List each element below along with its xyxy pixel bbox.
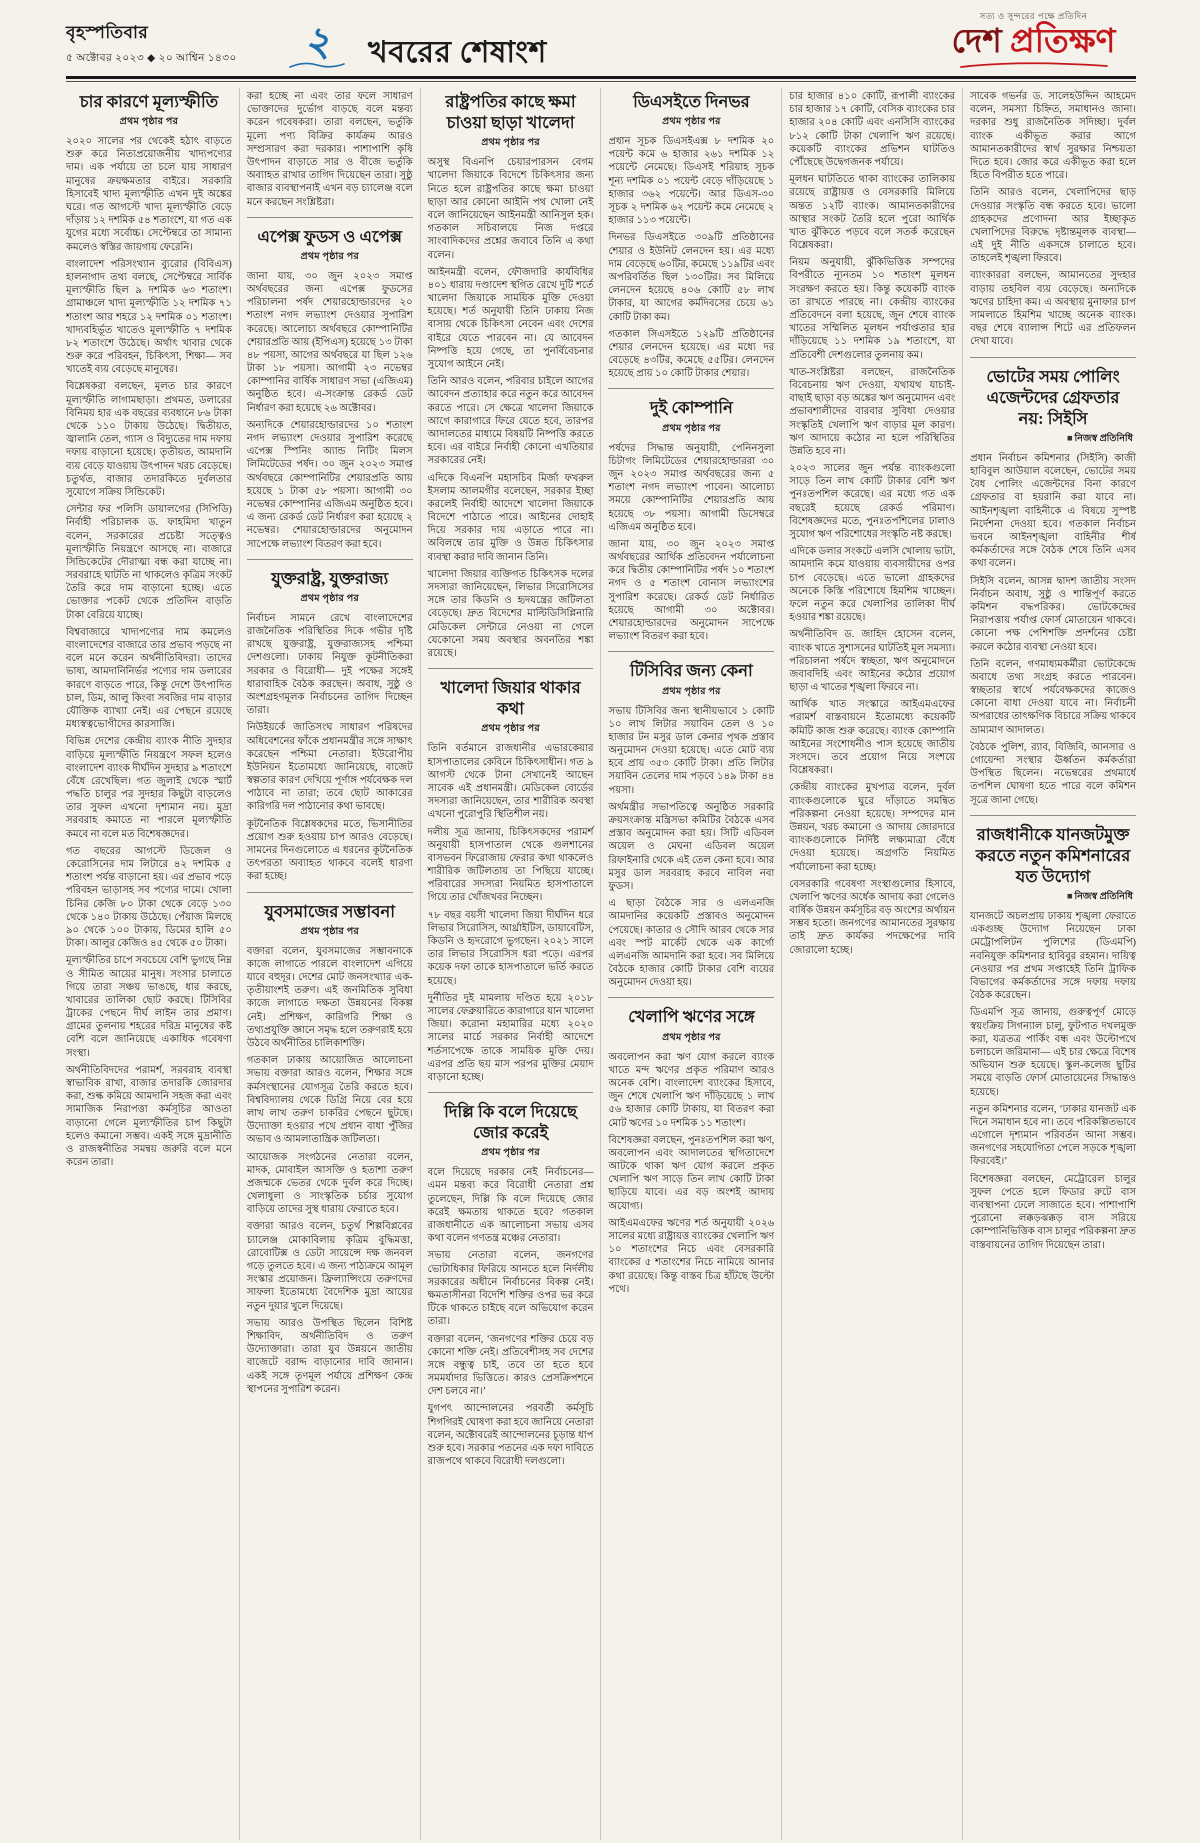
continued-from-label: প্রথম পৃষ্ঠার পর <box>481 1148 540 1159</box>
body-paragraph: গতকাল ঢাকায় আয়োজিত আলোচনা সভায় বক্তারা আরও বলেন, শিক্ষার সঙ্গে কর্মসংস্থানের যোগসূত্র তৈরি করতে হবে। বিশ্ববিদ্যালয় থেকে ডিগ্রি নিয়ে বের হয়ে লাখ লাখ তরুণ চাকরির পেছনে ছুটছে। উদ্যোক্তা হওয়ার পথে প্রধান বাধা পুঁজির অভাব ও আমলাতান্ত্রিক জটিলতা। <box>246 1055 413 1146</box>
body-paragraph: এ ছাড়া বৈঠকে সার ও এলএনজি আমদানির কয়েকটি প্রস্তাবও অনুমোদন পেয়েছে। কাতার ও সৌদি আরব থেকে সার এবং স্পট মার্কেট থেকে এক কার্গো এলএনজি আমদানি করা হবে। সব মিলিয়ে বৈঠকে হাজার কোটি টাকার বেশি ব্যয়ের অনুমোদন দেওয়া হয়। <box>608 898 775 989</box>
body-paragraph: দুর্নীতির দুই মামলায় দণ্ডিত হয়ে ২০১৮ সালের ফেব্রুয়ারিতে কারাগারে যান খালেদা জিয়া। করোনা মহামারির মধ্যে ২০২০ সালের মার্চে সরকার নির্বাহী আদেশে শর্তসাপেক্ষে তাকে সাময়িক মুক্তি দেয়। এরপর প্রতি ছয় মাস পরপর মুক্তির মেয়াদ বাড়ানো হচ্ছে। <box>427 992 594 1083</box>
body-paragraph: সেন্টার ফর পলিসি ডায়ালগের (সিপিডি) নির্বাহী পরিচালক ড. ফাহমিদা খাতুন বলেন, সরকারের প্রচেষ্টা সত্ত্বেও মূল্যস্ফীতি নিয়ন্ত্রণে আসছে না। বাজারে সিন্ডিকেটের দৌরাত্ম্য বন্ধ করা যাচ্ছে না। সরবরাহে ঘাটতি না থাকলেও কৃত্রিম সংকট তৈরি করে দাম বাড়ানো হচ্ছে। এতে ভোক্তার পকেট থেকে প্রতিদিন বাড়তি টাকা বেরিয়ে যাচ্ছে। <box>66 504 232 621</box>
body-paragraph: জানা যায়, ৩০ জুন ২০২৩ সমাপ্ত অর্থবছরের আর্থিক প্রতিবেদন পর্যালোচনা করে দ্বিতীয় কোম্পানিটির পর্ষদ ১০ শতাংশ নগদ ও ৫ শতাংশ বোনাস লভ্যাংশের সুপারিশ করেছে। রেকর্ড ডেট নির্ধারিত হয়েছে আগামী ৩০ অক্টোবর। শেয়ারহোল্ডারদের অনুমোদন সাপেক্ষে লভ্যাংশ বিতরণ করা হবে। <box>608 538 775 643</box>
body-paragraph: বলে দিয়েছে দরকার নেই নির্বাচনের— এমন মন্তব্য করে বিরোধী নেতারা প্রশ্ন তুলেছেন, দিল্লি কি বলে দিয়েছে জোর করেই ক্ষমতায় থাকতে হবে? গতকাল রাজধানীতে এক আলোচনা সভায় এসব কথা বলেন গণতন্ত্র মঞ্চের নেতারা। <box>427 1167 594 1245</box>
article <box>608 651 774 989</box>
body-paragraph: অন্যদিকে শেয়ারহোল্ডারদের ১০ শতাংশ নগদ লভ্যাংশ দেওয়ার সুপারিশ করেছে এপেক্স স্পিনিং অ্যান্ড নিটিং মিলস লিমিটেডের পর্ষদ। ৩০ জুন ২০২৩ সমাপ্ত অর্থবছরে কোম্পানিটির শেয়ারপ্রতি আয় হয়েছে ১ টাকা ৫৮ পয়সা। আগামী ৩০ নভেম্বর কোম্পানির এজিএম অনুষ্ঠিত হবে। এ জন্য রেকর্ড ডেট নির্ধারণ করা হয়েছে ২ নভেম্বর। শেয়ারহোল্ডারদের অনুমোদন সাপেক্ষে লভ্যাংশ বিতরণ করা হবে। <box>246 419 413 550</box>
body-paragraph: আর্থিক খাত সংস্কারে আইএমএফের পরামর্শ বাস্তবায়নে ইতোমধ্যে কয়েকটি কমিটি কাজ শুরু করেছে। ব্যাংক কোম্পানি আইনের সংশোধনীও পাস হয়েছে জাতীয় সংসদে। তবে প্রয়োগ নিয়ে সংশয়ে বিশ্লেষকরা। <box>789 699 956 777</box>
article <box>428 1092 594 1468</box>
body-paragraph: বেসরকারি গবেষণা সংস্থাগুলোর হিসাবে, খেলাপি ঋণের অর্ধেক আদায় করা গেলেও বার্ষিক উন্নয়ন কর্মসূচির বড় অংশের অর্থায়ন সম্ভব হতো। জনগণের আমানতের সুরক্ষায় তাই দ্রুত কার্যকর পদক্ষেপের দাবি জোরালো হচ্ছে। <box>789 878 956 956</box>
body-paragraph: খালেদা জিয়ার ব্যক্তিগত চিকিৎসক দলের সদস্যরা জানিয়েছেন, লিভার সিরোসিসের সঙ্গে তার কিডনি ও হৃদযন্ত্রের জটিলতা বেড়েছে। দ্রুত বিদেশের মাল্টিডিসিপ্লিনারি মেডিকেল সেন্টারে নেওয়া না গেলে যেকোনো সময় অবস্থার অবনতির শঙ্কা রয়েছে। <box>427 568 594 659</box>
body-paragraph: খাত-সংশ্লিষ্টরা বলছেন, রাজনৈতিক বিবেচনায় ঋণ দেওয়া, যথাযথ যাচাই-বাছাই ছাড়া বড় অঙ্কের ঋণ অনুমোদন এবং প্রভাবশালীদের বারবার সুবিধা দেওয়ার সংস্কৃতিই খেলাপি ঋণ বাড়ার মূল কারণ। ঋণ আদায়ে কঠোর না হলে পরিস্থিতির উন্নতি হবে না। <box>789 366 956 457</box>
body-paragraph: এদিকে বিএনপি মহাসচিব মির্জা ফখরুল ইসলাম আলমগীর বলেছেন, সরকার ইচ্ছা করলেই নির্বাহী আদেশে খালেদা জিয়াকে বিদেশে পাঠাতে পারে। আইনের দোহাই দিয়ে সরকার দায় এড়াতে পারে না। অবিলম্বে তার মুক্তি ও উন্নত চিকিৎসার ব্যবস্থা করার দাবি জানান তিনি। <box>427 472 594 563</box>
body-paragraph: জানা যায়, ৩০ জুন ২০২৩ সমাপ্ত অর্থবছরের জন্য এপেক্স ফুডসের পরিচালনা পর্ষদ শেয়ারহোল্ডারদের ২০ শতাংশ নগদ লভ্যাংশ দেওয়ার সুপারিশ করেছে। আলোচ্য অর্থবছরে কোম্পানিটির শেয়ারপ্রতি আয় (ইপিএস) হয়েছে ১৩ টাকা ৪৮ পয়সা, আগের অর্থবছরে যা ছিল ১২৬ টাকা ১৮ পয়সা। আগামী ২৩ নভেম্বর কোম্পানির বার্ষিক সাধারণ সভা (এজিএম) অনুষ্ঠিত হবে। এ-সংক্রান্ত রেকর্ড ডেট নির্ধারণ করা হয়েছে ২৬ অক্টোবর। <box>246 270 413 414</box>
article-headline: টিসিবির জন্য কেনা <box>629 661 753 681</box>
body-paragraph: অসুস্থ বিএনপি চেয়ারপারসন বেগম খালেদা জিয়াকে বিদেশে চিকিৎসার জন্য নিতে হলে রাষ্ট্রপতির কাছে ক্ষমা চাওয়া ছাড়া আর কোনো আইনি পথ খোলা নেই বলে জানিয়েছেন আইনমন্ত্রী আনিসুল হক। গতকাল সচিবালয়ে নিজ দপ্তরে সাংবাদিকদের প্রশ্নের জবাবে তিনি এ কথা বলেন। <box>427 157 594 261</box>
article-headline: এপেক্স ফুডস ও এপেক্স <box>257 226 403 246</box>
body-paragraph: ডিএমপি সূত্র জানায়, গুরুত্বপূর্ণ মোড়ে স্বয়ংক্রিয় সিগন্যাল চালু, ফুটপাত দখলমুক্ত করা, যত্রতত্র পার্কিং বন্ধ এবং উল্টোপথে চলাচলে জরিমানা— এই চার ক্ষেত্রে বিশেষ অভিযান শুরু হয়েছে। স্কুল-কলেজ ছুটির সময়ে বাড়তি ফোর্স মোতায়েনের সিদ্ধান্তও হয়েছে। <box>970 1007 1136 1098</box>
news-column-1 <box>66 88 239 1840</box>
body-paragraph: দিনভর ডিএসইতে ৩০৯টি প্রতিষ্ঠানের শেয়ার ও ইউনিট লেনদেন হয়। এর মধ্যে দাম বেড়েছে ৬০টির, কমেছে ১১৯টির এবং অপরিবর্তিত ছিল ১৩০টির। সব মিলিয়ে লেনদেন হয়েছে ৪০৬ কোটি ৫৮ লাখ টাকার, যা আগের কর্মদিবসের চেয়ে ৬১ কোটি টাকা কম। <box>608 232 775 323</box>
body-paragraph: অবলোপন করা ঋণ যোগ করলে ব্যাংক খাতে মন্দ ঋণের প্রকৃত পরিমাণ আরও অনেক বেশি। বাংলাদেশ ব্যাংকের হিসাবে, জুন শেষে খেলাপি ঋণ দাঁড়িয়েছে ১ লাখ ৫৬ হাজার কোটি টাকায়, যা বিতরণ করা মোট ঋণের ১০ দশমিক ১১ শতাংশ। <box>608 1051 775 1129</box>
body-paragraph: প্রধান নির্বাচন কমিশনার (সিইসি) কাজী হাবিবুল আউয়াল বলেছেন, ভোটের সময় বৈধ পোলিং এজেন্টদের বিনা কারণে গ্রেফতার বা হয়রানি করা যাবে না। আইনশৃঙ্খলা বাহিনীকে এ বিষয়ে সুস্পষ্ট নির্দেশনা দেওয়া হবে। গতকাল নির্বাচন ভবনে আইনশৃঙ্খলা বাহিনীর শীর্ষ কর্মকর্তাদের সঙ্গে বৈঠক শেষে তিনি এসব কথা বলেন। <box>970 452 1136 570</box>
article-headline: যুক্তরাষ্ট্র, যুক্তরাজ্য <box>271 568 389 588</box>
article <box>608 91 774 380</box>
body-paragraph: তিনি আরও বলেন, খেলাপিদের ছাড় দেওয়ার সংস্কৃতি বন্ধ করতে হবে। ভালো গ্রাহকদের প্রণোদনা আর ইচ্ছাকৃত খেলাপিদের বিরুদ্ধে দৃষ্টান্তমূলক ব্যবস্থা— এই দুই নীতি একসঙ্গে চালাতে হবে। তাহলেই শৃঙ্খলা ফিরবে। <box>970 187 1136 265</box>
date-line: ৫ অক্টোবর ২০২৩ ◆ ২০ আশ্বিন ১৪৩০ <box>66 53 237 64</box>
body-paragraph: অর্থমন্ত্রীর সভাপতিত্বে অনুষ্ঠিত সরকারি ক্রয়সংক্রান্ত মন্ত্রিসভা কমিটির বৈঠকে এসব প্রস্তাব অনুমোদন করা হয়। সিটি এডিবল অয়েল ও মেঘনা এডিবল অয়েল রিফাইনারি থেকে এই তেল কেনা হবে। আর মসুর ডাল সরবরাহ করবে নাবিল নবা ফুডস। <box>608 801 775 892</box>
article-headline: দুই কোম্পানি <box>649 398 733 418</box>
continued-from-label: প্রথম পৃষ্ঠার পর <box>662 686 721 697</box>
article-headline: যুবসমাজের সম্ভাবনা <box>264 901 396 921</box>
body-paragraph: বিশ্লেষকরা বলছেন, মূলত চার কারণে মূল্যস্ফীতি লাগামছাড়া। প্রথমত, ডলারের বিনিময় হার এক বছরের ব্যবধানে ৮৬ টাকা থেকে ১১০ টাকায় উঠেছে। দ্বিতীয়ত, জ্বালানি তেল, গ্যাস ও বিদ্যুতের দাম দফায় দফায় বাড়ানো হয়েছে। তৃতীয়ত, আমদানি ব্যয় বেড়ে যাওয়ায় উৎপাদন খরচ বেড়েছে। চতুর্থত, বাজার তদারকিতে দুর্বলতার সুযোগে সক্রিয় সিন্ডিকেট। <box>66 381 232 498</box>
continued-from-label: প্রথম পৃষ্ঠার পর <box>481 138 540 149</box>
masthead <box>931 10 1136 70</box>
news-column-6 <box>962 88 1136 1840</box>
body-paragraph: চার হাজার ৪১০ কোটি, রূপালী ব্যাংকের চার হাজার ১৭ কোটি, বেসিক ব্যাংকের চার হাজার ২০৪ কোটি এবং এনসিসি ব্যাংকের ৮১২ কোটি টাকা খেলাপি ঋণ রয়েছে। কয়েকটি ব্যাংকের প্রভিশন ঘাটতিও পৌঁছেছে উদ্বেগজনক পর্যায়ে। <box>789 91 956 168</box>
body-paragraph: বিশেষজ্ঞরা বলছেন, পুনঃতপশিল করা ঋণ, অবলোপন এবং আদালতের স্থগিতাদেশে আটকে থাকা ঋণ যোগ করলে প্রকৃত খেলাপি ঋণ সাড়ে তিন লাখ কোটি টাকা ছাড়িয়ে যাবে। এর বড় অংশই আদায় অযোগ্য। <box>608 1134 775 1212</box>
body-paragraph: যানজটে অচলপ্রায় ঢাকায় শৃঙ্খলা ফেরাতে একগুচ্ছ উদ্যোগ নিয়েছেন ঢাকা মেট্রোপলিটন পুলিশের (ডিএমপি) নবনিযুক্ত কমিশনার হাবিবুর রহমান। দায়িত্ব নেওয়ার পর প্রথম সপ্তাহেই তিনি ট্রাফিক বিভাগের কর্মকর্তাদের সঙ্গে দফায় দফায় বৈঠক করেছেন। <box>970 911 1136 1002</box>
masthead-tagline: সত্য ও সুন্দরের পক্ষে প্রতিদিন <box>979 11 1088 21</box>
article <box>66 91 232 1169</box>
body-paragraph: যুগপৎ আন্দোলনের পরবর্তী কর্মসূচি শিগগিরই ঘোষণা করা হবে জানিয়ে নেতারা বলেন, অক্টোবরেই আন্দোলনের চূড়ান্ত ধাপ শুরু হবে। সরকার পতনের এক দফা দাবিতে রাজপথে থাকবে বিরোধী দলগুলো। <box>427 1403 594 1468</box>
continued-from-label: প্রথম পৃষ্ঠার পর <box>300 926 360 937</box>
body-paragraph: বৈঠকে পুলিশ, র‍্যাব, বিজিবি, আনসার ও গোয়েন্দা সংস্থার ঊর্ধ্বতন কর্মকর্তারা উপস্থিত ছিলেন। নভেম্বরের প্রথমার্ধে তপশিল ঘোষণা হতে পারে বলে কমিশন সূত্রে জানা গেছে। <box>970 741 1136 806</box>
news-column-2 <box>239 88 420 1840</box>
article <box>428 91 594 660</box>
body-paragraph: গতকাল সিএসইতে ১২৯টি প্রতিষ্ঠানের শেয়ার লেনদেন হয়েছে। এর মধ্যে দর বেড়েছে ৪৩টির, কমেছে ৫৫টির। লেনদেন হয়েছে প্রায় ১০ কোটি টাকার শেয়ার। <box>608 328 775 380</box>
article <box>247 892 413 1396</box>
weekday-label: বৃহস্পতিবার <box>66 23 149 42</box>
body-paragraph: বিশ্ববাজারে খাদ্যপণ্যের দাম কমলেও বাংলাদেশের বাজারে তার প্রভাব পড়ছে না বলে মনে করেন অর্থনীতিবিদরা। তাদের ভাষ্য, আমদানিনির্ভর পণ্যের দাম ডলারের কারণে বাড়তে পারে, কিন্তু দেশে উৎপাদিত চাল, ডিম, আলু কিংবা সবজির দাম বাড়ার যৌক্তিক ব্যাখ্যা নেই। এর পেছনে রয়েছে মধ্যস্বত্বভোগীদের কারসাজি। <box>66 626 232 731</box>
article-headline: খালেদা জিয়ার থাকার কথা <box>440 678 581 719</box>
columns <box>66 88 1136 1840</box>
body-paragraph: নির্বাচন সামনে রেখে বাংলাদেশের রাজনৈতিক পরিস্থিতির দিকে গভীর দৃষ্টি রাখছে যুক্তরাষ্ট্র, যুক্তরাজ্যসহ পশ্চিমা দেশগুলো। ঢাকায় নিযুক্ত কূটনীতিকরা সরকার ও বিরোধী— দুই পক্ষের সঙ্গেই ধারাবাহিক বৈঠক করছেন। অবাধ, সুষ্ঠু ও অংশগ্রহণমূলক নির্বাচনের তাগিদ দিচ্ছেন তারা। <box>246 612 413 717</box>
body-paragraph: দলীয় সূত্র জানায়, চিকিৎসকদের পরামর্শ অনুযায়ী হাসপাতাল থেকে গুলশানের বাসভবন ফিরোজায় ফেরার কথা থাকলেও শারীরিক জটিলতায় তা পিছিয়ে যাচ্ছে। পরিবারের সদস্যরা নিয়মিত হাসপাতালে গিয়ে তার খোঁজখবর নিচ্ছেন। <box>427 826 594 904</box>
paper-name-right: প্রতিক্ষণ <box>1009 24 1116 60</box>
body-paragraph: অর্থনীতিবিদ ড. জাহিদ হোসেন বলেন, ব্যাংক খাতে সুশাসনের ঘাটতিই মূল সমস্যা। পরিচালনা পর্ষদে স্বচ্ছতা, ঋণ অনুমোদনে জবাবদিহি এবং আইনের কঠোর প্রয়োগ ছাড়া এ খাতের শৃঙ্খলা ফিরবে না। <box>789 629 956 694</box>
byline: ◼ নিজস্ব প্রতিনিধি <box>970 890 1133 905</box>
article-continuation <box>789 90 955 957</box>
body-paragraph: সাবেক গভর্নর ড. সালেহউদ্দিন আহমেদ বলেন, সমস্যা চিহ্নিত, সমাধানও জানা। দরকার শুধু রাজনৈতিক সদিচ্ছা। দুর্বল ব্যাংক একীভূত করার আগে আমানতকারীদের স্বার্থ সুরক্ষার নিশ্চয়তা দিতে হবে। জোর করে একীভূত করা হলে হিতে বিপরীত হতে পারে। <box>970 91 1136 182</box>
continued-from-label: প্রথম পৃষ্ঠার পর <box>662 1032 721 1043</box>
body-paragraph: ৭৮ বছর বয়সী খালেদা জিয়া দীর্ঘদিন ধরে লিভার সিরোসিস, আর্থ্রাইটিস, ডায়াবেটিস, কিডনি ও হৃদরোগে ভুগছেন। ২০২১ সালে তার লিভার সিরোসিস ধরা পড়ে। এরপর কয়েক দফা তাকে হাসপাতালে ভর্তি করতে হয়েছে। <box>427 909 594 987</box>
body-paragraph: গত বছরের আগস্টে ডিজেল ও কেরোসিনের দাম লিটারে ৪২ দশমিক ৫ শতাংশ পর্যন্ত বাড়ানো হয়। এর প্রভাব পড়ে পরিবহন ভাড়াসহ সব পণ্যের দামে। খোলা চিনির কেজি ৮০ টাকা থেকে বেড়ে ১৩০ থেকে ১৪০ টাকায় উঠেছে। পেঁয়াজ মিলছে ৯০ থেকে ১০০ টাকায়, ডিমের হালি ৫০ টাকা। আলুর কেজিও ৪৫ থেকে ৫০ টাকা। <box>66 845 232 950</box>
body-paragraph: নতুন কমিশনার বলেন, ‘ঢাকার যানজট এক দিনে সমাধান হবে না। তবে পরিকল্পিতভাবে এগোলে দৃশ্যমান পরিবর্তন আনা সম্ভব। জনগণের সহযোগিতা পেলে সড়কে শৃঙ্খলা ফিরবেই।’ <box>970 1103 1136 1168</box>
article <box>247 217 413 551</box>
article-headline: খেলাপি ঋণের সঙ্গে <box>628 1007 755 1027</box>
article <box>970 815 1136 1252</box>
body-paragraph: তিনি বলেন, গণমাধ্যমকর্মীরা ভোটকেন্দ্রে অবাধে তথ্য সংগ্রহ করতে পারবেন। স্বচ্ছতার স্বার্থে পর্যবেক্ষকদের কাজেও কোনো বাধা দেওয়া যাবে না। নির্বাচনী অপরাধের তাৎক্ষণিক বিচারে সক্রিয় থাকবে ভ্রাম্যমাণ আদালত। <box>970 658 1136 736</box>
body-paragraph: তিনি বর্তমানে রাজধানীর এভারকেয়ার হাসপাতালের কেবিনে চিকিৎসাধীন। গত ৯ আগস্ট থেকে টানা সেখানেই আছেন সাবেক এই প্রধানমন্ত্রী। মেডিকেল বোর্ডের সদস্যরা জানিয়েছেন, তার শারীরিক অবস্থা এখনো পুরোপুরি স্থিতিশীল নয়। <box>427 743 594 821</box>
body-paragraph: আইনমন্ত্রী বলেন, ফৌজদারি কার্যবিধির ৪০১ ধারায় দণ্ডাদেশ স্থগিত রেখে দুটি শর্তে খালেদা জিয়াকে সাময়িক মুক্তি দেওয়া হয়েছে। শর্ত অনুযায়ী তিনি ঢাকায় নিজ বাসায় থেকে চিকিৎসা নেবেন এবং দেশের বাইরে যেতে পারবেন না। যে আবেদন নিষ্পত্তি হয়ে গেছে, তা পুনর্বিবেচনার সুযোগ আইনে নেই। <box>427 266 594 371</box>
news-column-5 <box>781 88 962 1840</box>
body-paragraph: এদিকে ডলার সংকটে এলসি খোলায় ভাটা, আমদানি কমে যাওয়ায় ব্যবসায়ীদের ওপর চাপ বেড়েছে। এতে ভালো গ্রাহকদের অনেকে কিস্তি পরিশোধে হিমশিম খাচ্ছেন। ফলে নতুন করে খেলাপির তালিকা দীর্ঘ হওয়ার শঙ্কা রয়েছে। <box>789 546 956 624</box>
article-headline: রাজধানীকে যানজটমুক্ত করতে নতুন কমিশনারের যত উদ্যোগ <box>975 824 1131 886</box>
continued-from-label: প্রথম পৃষ্ঠার পর <box>481 724 540 735</box>
body-paragraph: আয়োজক সংগঠনের নেতারা বলেন, মাদক, মোবাইল আসক্তি ও হতাশা তরুণ প্রজন্মকে ভেতর থেকে দুর্বল করে দিচ্ছে। খেলাধুলা ও সাংস্কৃতিক চর্চার সুযোগ বাড়িয়ে তাদের সুস্থ ধারায় ফেরাতে হবে। <box>246 1151 413 1216</box>
article <box>428 668 594 1084</box>
continued-from-label: প্রথম পৃষ্ঠার পর <box>300 593 360 604</box>
paper-name-left: দেশ <box>951 24 1002 60</box>
body-paragraph: সভায় টিসিবির জন্য স্থানীয়ভাবে ১ কোটি ১০ লাখ লিটার সয়াবিন তেল ও ১০ হাজার টন মসুর ডাল কেনার পৃথক প্রস্তাব অনুমোদন দেওয়া হয়েছে। এতে মোট ব্যয় হবে প্রায় ৩৫৩ কোটি টাকা। প্রতি লিটার সয়াবিন তেলের দাম পড়বে ১৪৯ টাকা ৪৪ পয়সা। <box>608 705 775 796</box>
article-continuation <box>970 90 1136 349</box>
body-paragraph: বক্তারা বলেন, ‘জনগণের শক্তির চেয়ে বড় কোনো শক্তি নেই। প্রতিবেশীসহ সব দেশের সঙ্গে বন্ধুত্ব চাই, তবে তা হতে হবে সমমর্যাদার ভিত্তিতে। কারও প্রেসক্রিপশনে দেশ চলবে না।’ <box>427 1333 594 1398</box>
paper-name <box>931 26 1136 59</box>
continued-from-label: প্রথম পৃষ্ঠার পর <box>300 251 360 262</box>
article <box>608 997 774 1295</box>
body-paragraph: কূটনৈতিক বিশ্লেষকদের মতে, ভিসানীতির প্রয়োগ শুরু হওয়ায় চাপ আরও বেড়েছে। সামনের দিনগুলোতে এ ধরনের কূটনৈতিক তৎপরতা অব্যাহত থাকবে বলেই ধারণা করা হচ্ছে। <box>246 818 413 883</box>
page-number: ২ <box>303 19 330 64</box>
article-headline: রাষ্ট্রপতির কাছে ক্ষমা চাওয়া ছাড়া খালেদা <box>445 92 576 133</box>
page-header <box>66 10 1136 79</box>
article <box>608 388 774 643</box>
article-headline: দিল্লি কি বলে দিয়েছে জোর করেই <box>444 1102 578 1143</box>
body-paragraph: সিইসি বলেন, আসন্ন দ্বাদশ জাতীয় সংসদ নির্বাচন অবাধ, সুষ্ঠু ও শান্তিপূর্ণ করতে কমিশন বদ্ধপরিকর। ভোটকেন্দ্রের নিরাপত্তায় পর্যাপ্ত ফোর্স মোতায়েন থাকবে। কোনো পক্ষ পেশিশক্তি প্রদর্শনের চেষ্টা করলে কঠোর ব্যবস্থা নেওয়া হবে। <box>970 575 1136 653</box>
body-paragraph: সভায় আরও উপস্থিত ছিলেন বিশিষ্ট শিক্ষাবিদ, অর্থনীতিবিদ ও তরুণ উদ্যোক্তারা। তারা যুব উন্নয়নে জাতীয় বাজেটে বরাদ্দ বাড়ানোর দাবি জানান। একই সঙ্গে তৃণমূল পর্যায়ে প্রশিক্ষণ কেন্দ্র স্থাপনের সুপারিশ করেন। <box>246 1317 413 1395</box>
body-paragraph: কেন্দ্রীয় ব্যাংকের মুখপাত্র বলেন, দুর্বল ব্যাংকগুলোকে ঘুরে দাঁড়াতে সমন্বিত পরিকল্পনা নেওয়া হয়েছে। সম্পদের মান উন্নয়ন, খরচ কমানো ও আদায় জোরদারে ব্যাংকগুলোকে নির্দিষ্ট লক্ষ্যমাত্রা বেঁধে দেওয়া হয়েছে। অগ্রগতি নিয়মিত পর্যালোচনা করা হচ্ছে। <box>789 782 956 873</box>
article-headline: ডিএসইতে দিনভর <box>633 92 750 111</box>
body-paragraph: বক্তারা বলেন, যুবসমাজের সম্ভাবনাকে কাজে লাগাতে পারলে বাংলাদেশ এগিয়ে যাবে বহুদূর। দেশের মোট জনসংখ্যার এক-তৃতীয়াংশই তরুণ। এই জনমিতিক সুবিধা কাজে লাগাতে দক্ষতা উন্নয়নের বিকল্প নেই। প্রশিক্ষণ, কারিগরি শিক্ষা ও তথ্যপ্রযুক্তি জ্ঞানে সমৃদ্ধ হলে তরুণরাই হয়ে উঠবে অর্থনীতির চালিকাশক্তি। <box>246 945 413 1050</box>
body-paragraph: বিভিন্ন দেশের কেন্দ্রীয় ব্যাংক নীতি সুদহার বাড়িয়ে মূল্যস্ফীতি নিয়ন্ত্রণে সফল হলেও বাংলাদেশ ব্যাংক দীর্ঘদিন সুদহার ৯ শতাংশে বেঁধে রেখেছিল। গত জুলাই থেকে স্মার্ট পদ্ধতি চালুর পর সুদহার কিছুটা বাড়লেও তার সুফল এখনো দৃশ্যমান নয়। মুদ্রা সরবরাহ কমাতে না পারলে মূল্যস্ফীতি কমবে না বলে মত বিশেষজ্ঞদের। <box>66 736 232 840</box>
body-paragraph: করা হচ্ছে না এবং তার ফলে সাধারণ ভোক্তাদের দুর্ভোগ বাড়ছে বলে মন্তব্য করেন গবেষকরা। তারা বলছেন, ভর্তুকি মূল্যে পণ্য বিক্রির কার্যক্রম আরও সম্প্রসারণ করা দরকার। পাশাপাশি কৃষি উৎপাদন বাড়াতে সার ও বীজে ভর্তুকি অব্যাহত রাখার তাগিদ দিয়েছেন তারা। সুষ্ঠু বাজার ব্যবস্থাপনাই এখন বড় চ্যালেঞ্জ বলে মনে করছেন সংশ্লিষ্টরা। <box>246 91 413 208</box>
continued-from-label: প্রথম পৃষ্ঠার পর <box>662 117 721 128</box>
body-paragraph: মূলধন ঘাটতিতে থাকা ব্যাংকের তালিকায় রয়েছে রাষ্ট্রায়ত্ত ও বেসরকারি মিলিয়ে অন্তত ১২টি ব্যাংক। আমানতকারীদের আস্থার সংকট তৈরি হলে পুরো আর্থিক খাত ঝুঁকিতে পড়বে বলে সতর্ক করেছেন বিশ্লেষকরা। <box>789 174 956 252</box>
body-paragraph: অর্থনীতিবিদদের পরামর্শ, সরবরাহ ব্যবস্থা স্বাভাবিক রাখা, বাজার তদারকি জোরদার করা, শুল্ক কমিয়ে আমদানি সহজ করা এবং সামাজিক নিরাপত্তা কর্মসূচির আওতা বাড়ানো গেলে মূল্যস্ফীতির চাপ কিছুটা হলেও কমানো সম্ভব। একই সঙ্গে মুদ্রানীতি ও রাজস্বনীতির সমন্বয় জরুরি বলে মনে করেন তারা। <box>66 1064 232 1169</box>
body-paragraph: পর্ষদের সিদ্ধান্ত অনুযায়ী, পেনিনসুলা চিটাগং লিমিটেডের শেয়ারহোল্ডাররা ৩০ জুন ২০২৩ সমাপ্ত অর্থবছরের জন্য ৫ শতাংশ নগদ লভ্যাংশ পাবেন। আলোচ্য সময়ে কোম্পানিটির শেয়ারপ্রতি আয় হয়েছে ৩৮ পয়সা। আগামী ডিসেম্বরে এজিএম অনুষ্ঠিত হবে। <box>608 442 775 533</box>
body-paragraph: বাংলাদেশ পরিসংখ্যান ব্যুরোর (বিবিএস) হালনাগাদ তথ্য বলছে, সেপ্টেম্বরে সার্বিক মূল্যস্ফীতি ছিল ৯ দশমিক ৬৩ শতাংশ। গ্রামাঞ্চলে খাদ্য মূল্যস্ফীতি ১২ দশমিক ৭১ শতাংশ আর শহরে ১২ দশমিক ০১ শতাংশ। খাদ্যবহির্ভূত খাতেও মূল্যস্ফীতি ৭ দশমিক ৮২ শতাংশে উঠেছে। অর্থাৎ খাবার থেকে শুরু করে পরিবহন, চিকিৎসা, শিক্ষা— সব খাতেই ব্যয় বেড়েছে মানুষের। <box>66 258 232 376</box>
article <box>247 559 413 884</box>
section-title: খবরের শেষাংশ <box>368 36 547 69</box>
body-paragraph: তিনি আরও বলেন, পরিবার চাইলে আগের আবেদন প্রত্যাহার করে নতুন করে আবেদন করতে পারে। সে ক্ষেত্রে খালেদা জিয়াকে আগে কারাগারে ফিরে যেতে হবে, তারপর আদালতের মাধ্যমে বিষয়টি নিষ্পত্তি করতে হবে। এর বাইরে নির্বাহী কোনো এখতিয়ার সরকারের নেই। <box>427 376 594 467</box>
article-headline: ভোটের সময় পোলিং এজেন্টদের গ্রেফতার নয়: সিইসি <box>986 366 1120 428</box>
body-paragraph: বক্তারা আরও বলেন, চতুর্থ শিল্পবিপ্লবের চ্যালেঞ্জ মোকাবিলায় কৃত্রিম বুদ্ধিমত্তা, রোবোটিক্স ও ডেটা সায়েন্সে দক্ষ জনবল গড়ে তুলতে হবে। এ জন্য পাঠ্যক্রমে আমূল সংস্কার প্রয়োজন। ফ্রিল্যান্সিংয়ে তরুণদের সাফল্য ইতোমধ্যে বৈদেশিক মুদ্রা আয়ের নতুন দুয়ার খুলে দিয়েছে। <box>246 1221 413 1312</box>
byline: ◼ নিজস্ব প্রতিনিধি <box>970 432 1133 447</box>
date-block <box>66 20 266 70</box>
body-paragraph: ব্যাংকাররা বলছেন, আমানতের সুদহার বাড়ায় তহবিল ব্যয় বেড়েছে। অন্যদিকে ঋণের চাহিদা কম। এ অবস্থায় মুনাফার চাপ সামলাতে হিমশিম খাচ্ছে অনেক ব্যাংক। বছর শেষে ব্যালান্স শিটে এর প্রতিফলন দেখা যাবে। <box>970 270 1136 348</box>
continued-from-label: প্রথম পৃষ্ঠার পর <box>662 423 721 434</box>
body-paragraph: মূল্যস্ফীতির চাপে সবচেয়ে বেশি ভুগছে নিম্ন ও সীমিত আয়ের মানুষ। সংসার চালাতে গিয়ে তারা সঞ্চয় ভাঙছে, ধার করছে, খাবারের তালিকা ছোট করছে। টিসিবির ট্রাকের পেছনে দীর্ঘ লাইন তার প্রমাণ। গ্রামের তুলনায় শহরের দরিদ্র মানুষের কষ্ট বেশি বলে জানিয়েছে একাধিক গবেষণা সংস্থা। <box>66 955 232 1059</box>
body-paragraph: নিউইয়র্কে জাতিসংঘ সাধারণ পরিষদের অধিবেশনের ফাঁকে প্রধানমন্ত্রীর সঙ্গে সাক্ষাৎ করেছেন পশ্চিমা নেতারা। ইউরোপীয় ইউনিয়ন ইতোমধ্যে জানিয়েছে, বাজেট স্বল্পতার কারণ দেখিয়ে পূর্ণাঙ্গ পর্যবেক্ষক দল পাঠাবে না তারা; তবে ছোট আকারের কারিগরি দল পাঠানোর কথা ভাবছে। <box>246 722 413 813</box>
article-headline: চার কারণে মূল্যস্ফীতি <box>79 92 219 111</box>
article <box>970 357 1136 807</box>
body-paragraph: নিয়ম অনুযায়ী, ঝুঁকিভিত্তিক সম্পদের বিপরীতে ন্যূনতম ১০ শতাংশ মূলধন সংরক্ষণ করতে হয়। কিন্তু কয়েকটি ব্যাংক তা রাখতে পারছে না। কেন্দ্রীয় ব্যাংকের প্রতিবেদনে বলা হয়েছে, জুন শেষে ব্যাংক খাতের সম্মিলিত মূলধন পর্যাপ্ততার হার দাঁড়িয়েছে ১১ দশমিক ১৯ শতাংশে, যা প্রতিবেশী দেশগুলোর তুলনায় কম। <box>789 257 956 361</box>
article-continuation <box>247 90 413 209</box>
body-paragraph: আইএমএফের ঋণের শর্ত অনুযায়ী ২০২৬ সালের মধ্যে রাষ্ট্রায়ত্ত ব্যাংকের খেলাপি ঋণ ১০ শতাংশের নিচে এবং বেসরকারি ব্যাংকের ৫ শতাংশের নিচে নামিয়ে আনার কথা রয়েছে। কিন্তু বাস্তব চিত্র হাঁটছে উল্টো পথে। <box>608 1217 775 1295</box>
news-column-3 <box>420 88 601 1840</box>
continued-from-label: প্রথম পৃষ্ঠার পর <box>119 117 179 128</box>
page-number-ornament <box>284 19 350 70</box>
body-paragraph: বিশেষজ্ঞরা বলছেন, মেট্রোরেল চালুর সুফল পেতে হলে ফিডার রুটে বাস ব্যবস্থাপনা ঢেলে সাজাতে হবে। পাশাপাশি পুরোনো লক্কড়ঝক্কড় বাস সরিয়ে কোম্পানিভিত্তিক বাস চালুর পরিকল্পনা দ্রুত বাস্তবায়নের তাগিদ দিয়েছেন তারা। <box>970 1173 1136 1251</box>
masthead-swoosh-icon <box>959 62 1109 69</box>
body-paragraph: সভায় নেতারা বলেন, জনগণের ভোটাধিকার ফিরিয়ে আনতে হলে নির্দলীয় সরকারের অধীনে নির্বাচনের বিকল্প নেই। ক্ষমতাসীনরা বিদেশি শক্তির ওপর ভর করে টিকে থাকতে চাইছে বলে অভিযোগ করেন তারা। <box>427 1250 594 1328</box>
body-paragraph: ২০২০ সালের পর থেকেই হঠাৎ বাড়তে শুরু করে নিত্যপ্রয়োজনীয় খাদ্যপণ্যের দাম। এক পর্যায়ে তা চলে যায় সাধারণ মানুষের ক্রয়ক্ষমতার বাইরে। সরকারি হিসাবেই খাদ্য মূল্যস্ফীতি এখন দুই অঙ্কের ঘরে। গত আগস্টে খাদ্য মূল্যস্ফীতি বেড়ে দাঁড়ায় ১২ দশমিক ৫৪ শতাংশে, যা গত এক যুগের মধ্যে সর্বোচ্চ। সেপ্টেম্বরে তা সামান্য কমলেও স্বস্তির জায়গায় ফেরেনি। <box>66 136 232 253</box>
news-column-4 <box>600 88 781 1840</box>
body-paragraph: ২০২৩ সালের জুন পর্যন্ত ব্যাংকগুলো সাড়ে তিন লাখ কোটি টাকার বেশি ঋণ পুনঃতপশিল করেছে। এর মধ্যে গত এক বছরেই হয়েছে রেকর্ড পরিমাণ। বিশেষজ্ঞদের মতে, পুনঃতপশিলের ঢালাও সুযোগ ঋণ পরিশোধের সংস্কৃতি নষ্ট করছে। <box>789 463 956 540</box>
body-paragraph: প্রধান সূচক ডিএসইএক্স ৮ দশমিক ২০ পয়েন্ট কমে ৬ হাজার ২৬১ দশমিক ১২ পয়েন্টে নেমেছে। ডিএসই শরিয়াহ সূচক শূন্য দশমিক ০১ পয়েন্ট বেড়ে দাঁড়িয়েছে ১ হাজার ৩৬২ পয়েন্টে। আর ডিএস-৩০ সূচক ২ দশমিক ৬২ পয়েন্ট কমে নেমেছে ২ হাজার ১১৩ পয়েন্টে। <box>608 136 775 227</box>
